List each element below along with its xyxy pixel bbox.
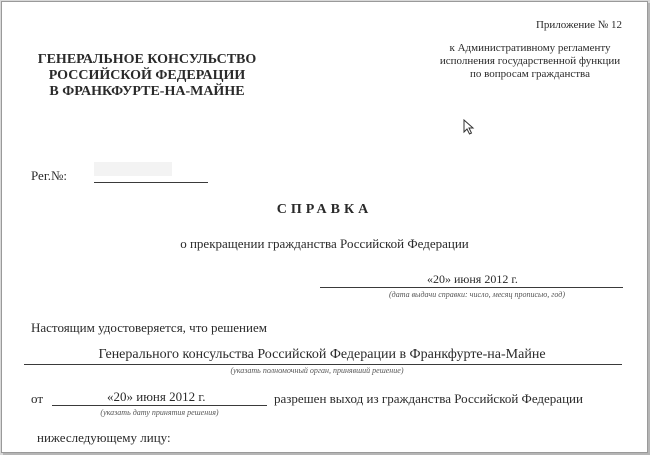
from-label: от xyxy=(31,391,44,406)
annex-reference xyxy=(420,42,640,81)
decision-date-hint: (указать дату принятия решения) xyxy=(100,408,219,417)
registration-redaction xyxy=(94,162,172,176)
person-label: нижеследующему лицу: xyxy=(37,430,171,445)
organization-name xyxy=(22,52,272,100)
decision-date-line xyxy=(52,405,267,406)
annex-line: к Административному регламенту xyxy=(449,42,611,54)
issue-date: «20» июня 2012 г. xyxy=(427,272,518,286)
organization-line: В ФРАНКФУРТЕ-НА-МАЙНЕ xyxy=(49,84,245,99)
organization-line: РОССИЙСКОЙ ФЕДЕРАЦИИ xyxy=(48,68,246,83)
annex-line: исполнения государственной функции xyxy=(439,55,621,67)
decision-date: «20» июня 2012 г. xyxy=(107,389,206,404)
issue-date-hint: (дата выдачи справки: число, месяц прописью, год) xyxy=(389,290,565,299)
issue-date-line xyxy=(320,287,623,288)
document-subtitle: о прекращении гражданства Российской Федерации xyxy=(180,236,469,251)
document-page xyxy=(1,1,648,453)
issuing-authority: Генерального консульства Российской Федерации в Франкфурте-на-Майне xyxy=(98,347,546,362)
document-title: СПРАВКА xyxy=(276,202,373,217)
registration-number-line xyxy=(94,182,208,183)
certify-text: Настоящим удостоверяется, что решением xyxy=(31,320,267,335)
issuer-line xyxy=(24,364,622,365)
annex-line: по вопросам гражданства xyxy=(469,68,590,80)
mouse-pointer-icon xyxy=(463,119,475,135)
organization-line: ГЕНЕРАЛЬНОЕ КОНСУЛЬСТВО xyxy=(37,52,257,67)
permitted-text: разрешен выход из гражданства Российской Федерации xyxy=(274,391,583,406)
registration-label: Рег.№: xyxy=(31,168,67,183)
issuer-hint: (указать полномочный орган, принявший решение) xyxy=(230,366,404,375)
annex-title: Приложение № 12 xyxy=(535,19,622,31)
